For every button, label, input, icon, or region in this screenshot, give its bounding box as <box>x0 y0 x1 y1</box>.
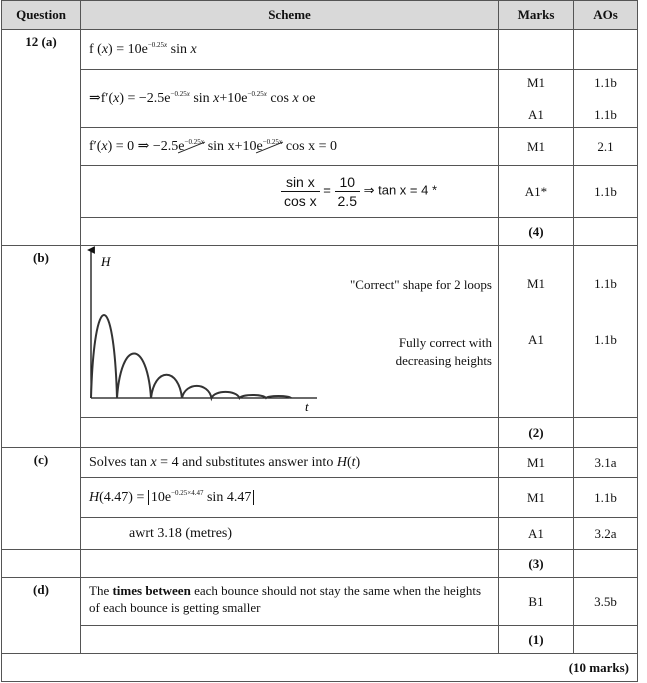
c-answer-ao: 3.2a <box>574 518 638 550</box>
b-note-shape: "Correct" shape for 2 loops <box>349 277 492 292</box>
c-sub-ao: 1.1b <box>574 478 638 518</box>
grand-total: (10 marks) <box>2 654 638 682</box>
part-b-row-1 <box>2 246 638 418</box>
c-substitution: $H(4.47) = 10e^{-0.25\times 4.47}$ sin 4.47 <box>81 478 499 518</box>
part-a-row-1 <box>2 30 638 70</box>
header-question: Question <box>2 1 81 30</box>
c-solve-tan: Solves tan x = 4 and substitutes answer into H(t) <box>81 448 499 478</box>
b-total: (2) <box>499 418 574 448</box>
b-note-heights: Fully correct with decreasing heights <box>395 335 492 368</box>
question-label-b: (b) <box>2 246 81 448</box>
question-label-c: (c) <box>2 448 81 550</box>
c-answer: awrt 3.18 (metres) <box>81 518 499 550</box>
a-derivative-aos: 1.1b 1.1b <box>574 70 638 128</box>
header-marks: Marks <box>499 1 574 30</box>
c-sub-mark: M1 <box>499 478 574 518</box>
b-marks: M1 A1 <box>499 246 574 418</box>
d-mark: B1 <box>499 578 574 626</box>
header-scheme: Scheme <box>81 1 499 30</box>
d-explanation: The times between each bounce should not stay the same when the heights of each bounce is getting smaller <box>81 578 499 626</box>
part-b-total-row <box>2 418 638 448</box>
part-a-row-2 <box>2 70 638 128</box>
a-tan-ao: 1.1b <box>574 166 638 218</box>
mark-scheme-table <box>1 0 638 682</box>
c-solve-mark: M1 <box>499 448 574 478</box>
part-c-row-3 <box>2 518 638 550</box>
part-a-row-3 <box>2 128 638 166</box>
graph-y-label: H <box>101 254 111 269</box>
part-d-total-row <box>2 626 638 654</box>
b-graph-cell <box>81 246 499 418</box>
a-set-zero-ao: 2.1 <box>574 128 638 166</box>
d-total: (1) <box>499 626 574 654</box>
graph-curve <box>91 315 291 398</box>
part-c-row-1 <box>2 448 638 478</box>
a-set-zero-mark: M1 <box>499 128 574 166</box>
a-tan-result: $\frac{\text{sin x}}{\text{cos x}}$ = $\frac{10}{2.5}$ ⇒ tan x = 4 * <box>81 166 499 218</box>
a-tan-mark: A1* <box>499 166 574 218</box>
grand-total-row <box>2 654 638 682</box>
bounce-graph <box>81 246 499 416</box>
c-solve-ao: 3.1a <box>574 448 638 478</box>
part-d-row-1 <box>2 578 638 626</box>
part-c-total-row <box>2 550 638 578</box>
graph-x-label: t <box>305 399 309 414</box>
a-derivative-marks: M1 A1 <box>499 70 574 128</box>
question-label-a: 12 (a) <box>2 30 81 246</box>
b-aos: 1.1b 1.1b <box>574 246 638 418</box>
a-set-zero: f′(x) = 0 ⇒ $-2.5e^{-0.25x}$ $\sin x+10e^{-0.25x}$ cos x = 0 <box>81 128 499 166</box>
question-label-d: (d) <box>2 578 81 654</box>
c-answer-mark: A1 <box>499 518 574 550</box>
c-total: (3) <box>499 550 574 578</box>
a-function-definition: f $(x) = 10e^{-0.25x}$ sin x <box>81 30 499 70</box>
a-total: (4) <box>499 218 574 246</box>
header-aos: AOs <box>574 1 638 30</box>
d-ao: 3.5b <box>574 578 638 626</box>
header-row <box>2 1 638 30</box>
part-c-row-2 <box>2 478 638 518</box>
a-derivative: ⇒f′(x) = $-2.5e^{-0.25x}$ $\sin x+10e^{-0.25x}$ cos x oe <box>81 70 499 128</box>
part-a-row-4 <box>2 166 638 218</box>
part-a-total-row <box>2 218 638 246</box>
